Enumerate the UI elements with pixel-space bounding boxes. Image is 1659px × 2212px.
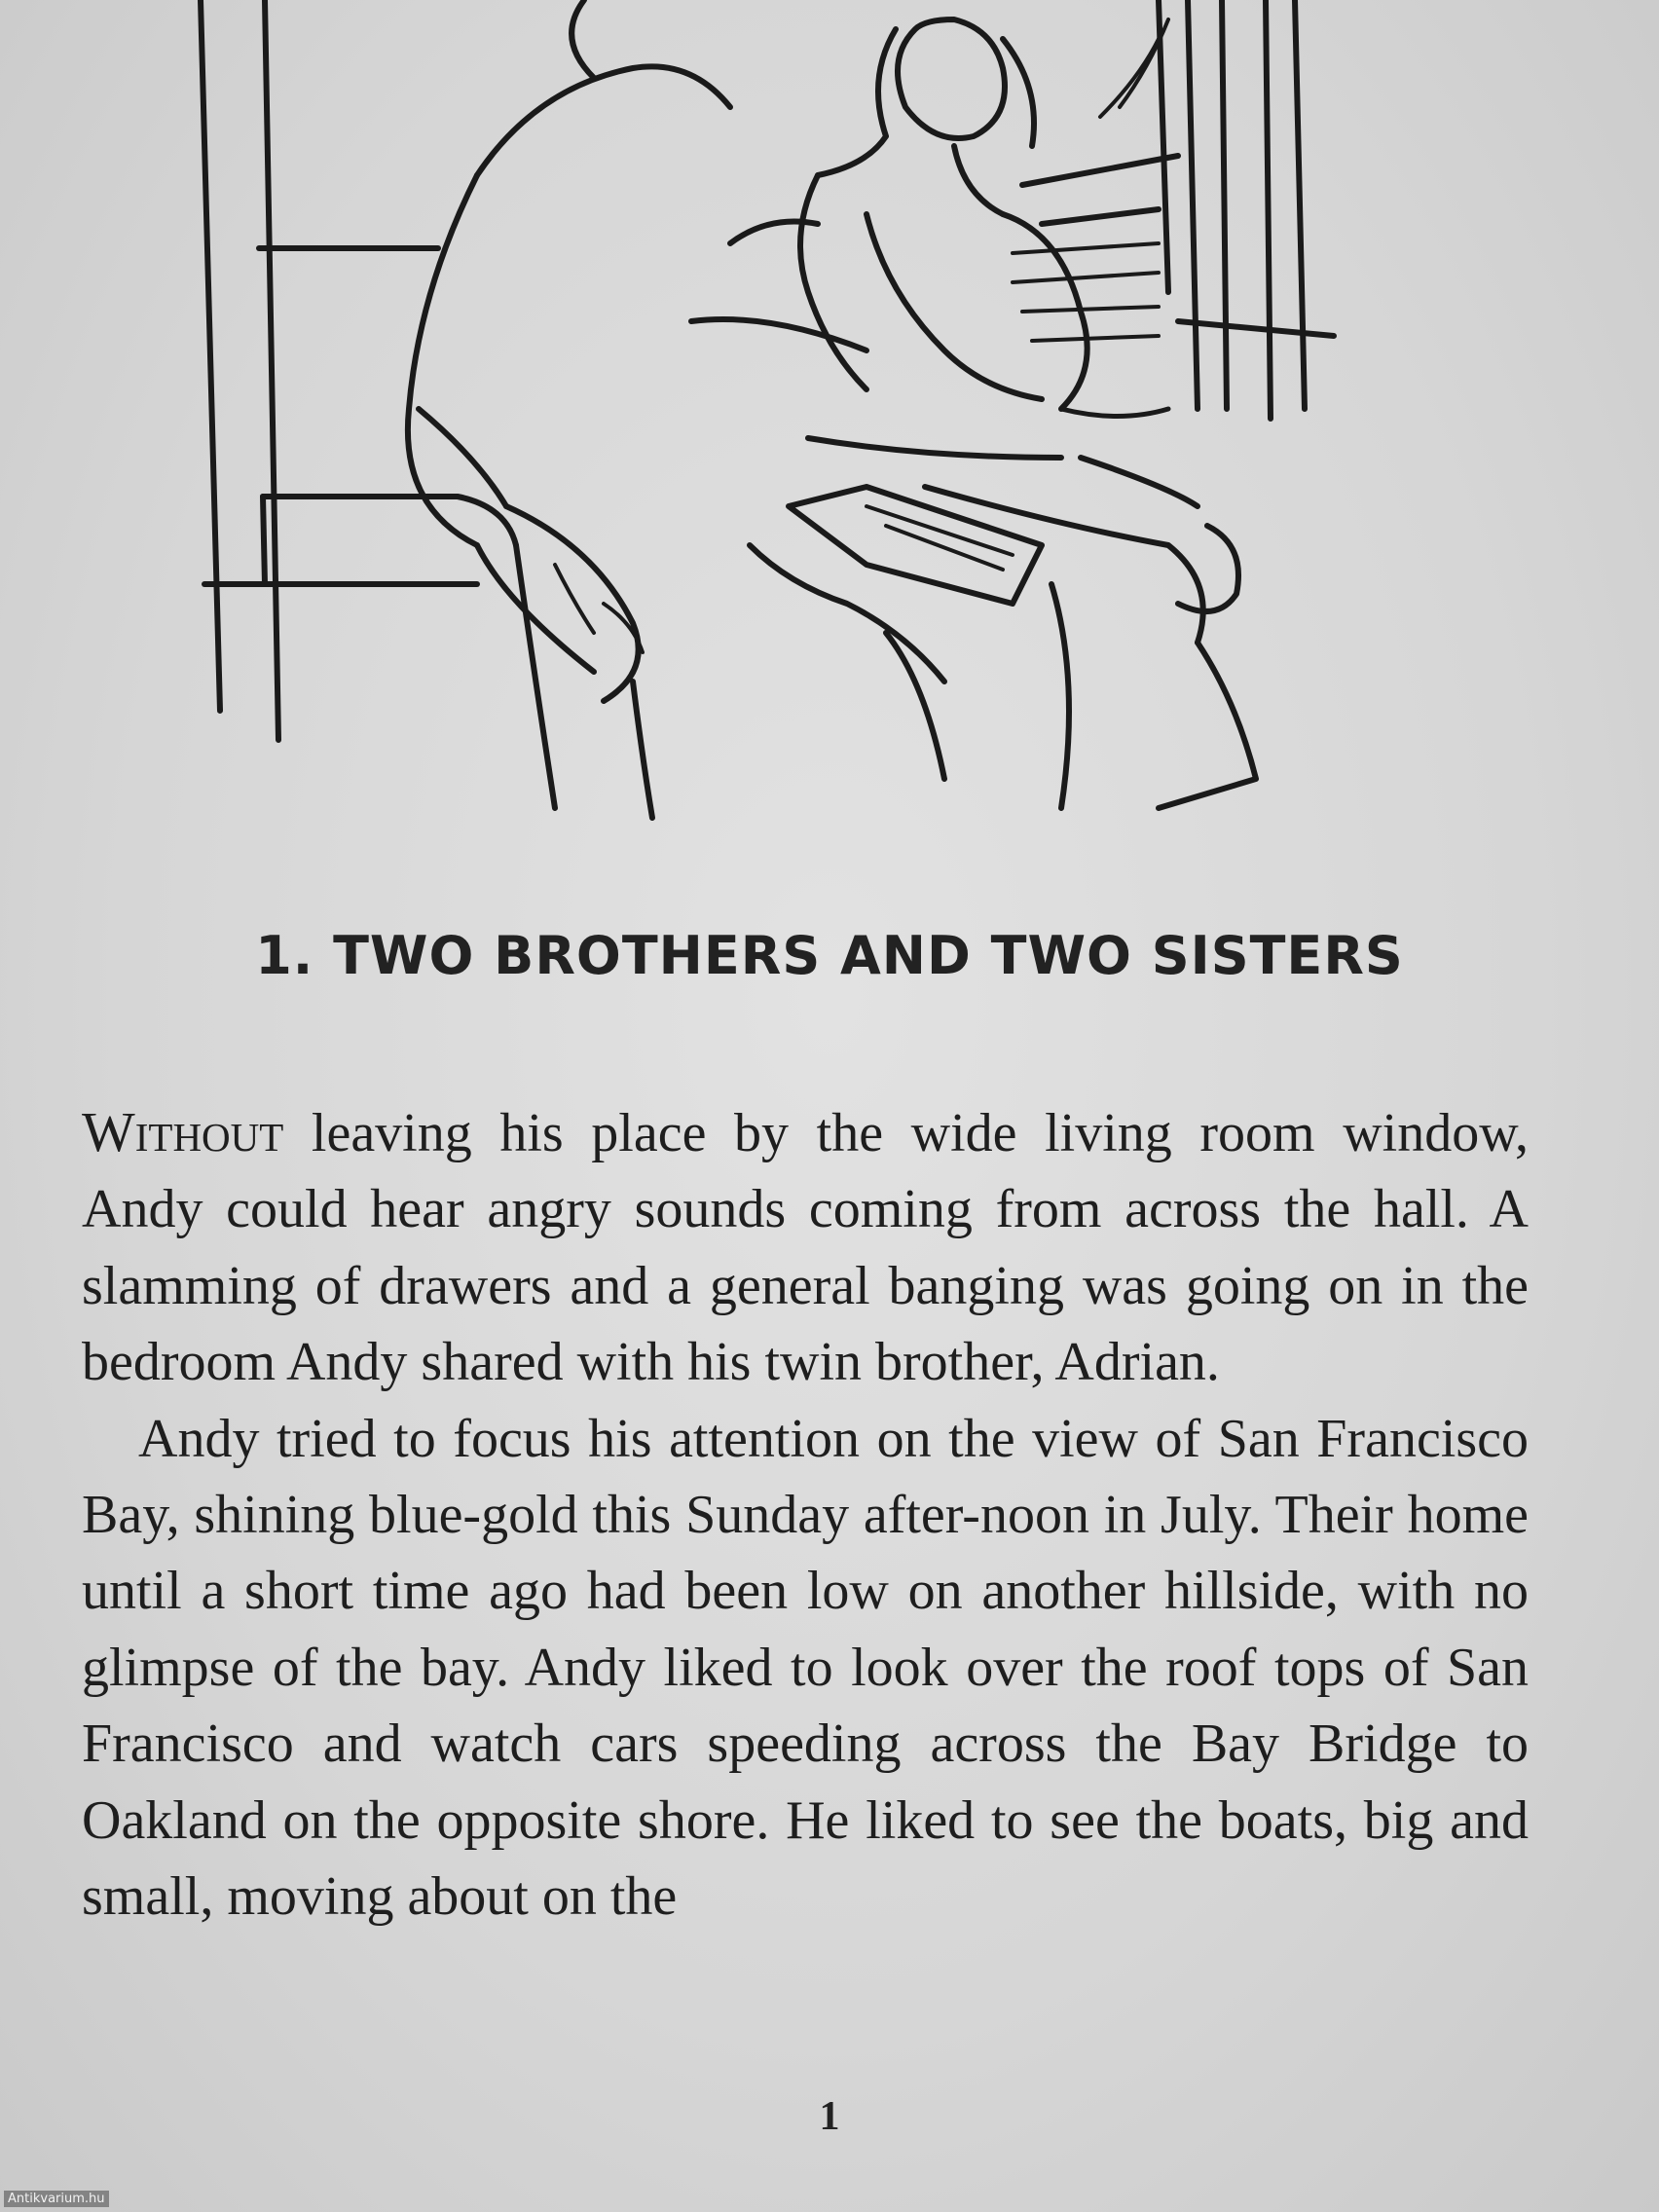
paragraph bbox=[82, 1094, 1529, 1401]
chapter-illustration bbox=[185, 0, 1412, 857]
paragraph: Andy tried to focus his attention on the view of San Francisco Bay, shining blue-gold this Sunday after-noon in July. Their home until a short time ago had been low on another hillside, with no glimpse of the bay. Andy liked to look over the roof tops of San Francisco and watch cars speeding across the Bay Bridge to Oakland on the opposite shore. He liked to see the boats, big and small, moving about on the bbox=[82, 1408, 1529, 1928]
chapter-title: 1. TWO BROTHERS AND TWO SISTERS bbox=[255, 925, 1404, 986]
lead-word: Without bbox=[82, 1100, 284, 1163]
chapter-body bbox=[82, 1094, 1529, 1935]
page-number: 1 bbox=[819, 2094, 840, 2139]
paragraph-text: leaving his place by the wide living room window, Andy could hear angry sounds coming from across the hall. A slamming of drawers and a general banging was going on in the bedroom Andy shared with his twin brother, Adrian. bbox=[82, 1103, 1529, 1393]
watermark: Antikvarium.hu bbox=[4, 2191, 109, 2207]
